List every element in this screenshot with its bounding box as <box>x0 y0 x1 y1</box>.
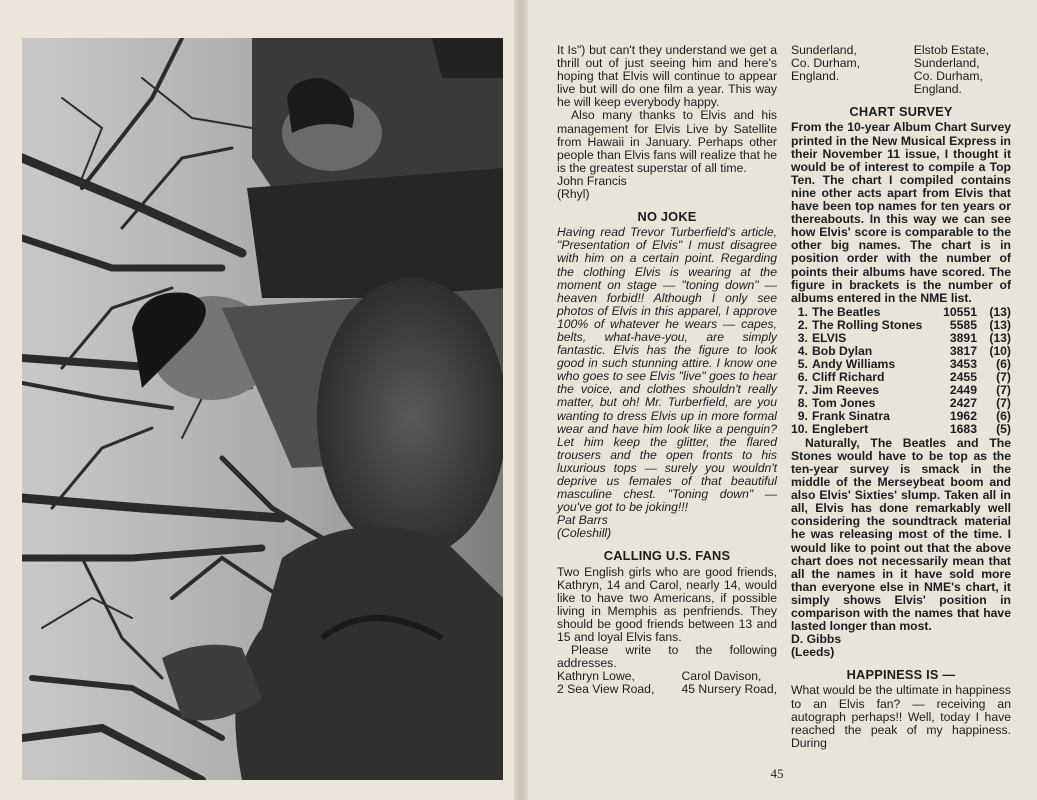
chart-artist: ELVIS <box>811 330 847 345</box>
chart-row <box>791 423 1011 436</box>
chart-intro: From the 10-year Album Chart Survey printed in the New Musical Express in their November 11 issue, I thought it would be of interest to compile a Top Ten. The chart I compiled contains nine other acts apart from Elvis that have been top names for ten years or thereabouts. In this way we can see how Elvis' score is comparable to the other big names. The chart is in position order with the number of points their albums have scored. The figure in brackets is the number of albums entered in the NME list. <box>791 120 1011 305</box>
chart-points: 1683 <box>949 421 977 436</box>
address-carol <box>681 670 777 696</box>
chart-artist: Frank Sinatra <box>811 408 890 423</box>
band-photo-image <box>22 38 503 780</box>
fans-paragraph: Please write to the following addresses. <box>557 643 777 671</box>
address-kathryn-cont <box>791 44 860 96</box>
chart-row <box>791 332 1011 345</box>
chart-albums: (5) <box>996 421 1011 436</box>
chart-albums: (7) <box>996 369 1011 384</box>
chart-row <box>791 306 1011 319</box>
chart-row <box>791 397 1011 410</box>
chart-points: 5585 <box>949 317 977 332</box>
chart-artist: Englebert <box>811 421 869 436</box>
page-gutter <box>514 0 528 800</box>
chart-row <box>791 345 1011 358</box>
chart-row <box>791 371 1011 384</box>
band-photo <box>22 38 503 780</box>
signature-place: (Rhyl) <box>557 187 590 202</box>
chart-rank: 8. <box>797 395 808 410</box>
chart-artist: Tom Jones <box>811 395 876 410</box>
chart-artist: Bob Dylan <box>811 343 873 358</box>
chart-albums: (6) <box>996 356 1011 371</box>
signature-name: Pat Barrs <box>557 513 608 528</box>
chart-rank: 3. <box>797 330 808 345</box>
address-line: Co. Durham, <box>913 69 983 84</box>
section-heading-calling-us-fans: CALLING U.S. FANS <box>603 548 731 564</box>
signature-name: D. Gibbs <box>791 632 842 647</box>
chart-row <box>791 319 1011 332</box>
chart-rank: 7. <box>797 382 808 397</box>
chart-commentary: Naturally, The Beatles and The Stones would have to be top as the ten-year survey is smack in the middle of the Merseybeat boom and also Elvis' Sixties' slump. Taken all in all, Elvis has done remarkably well considering the soundtrack material he was releasing most of the time. I would like to point out that the above chart does not necessarily mean that all the names in it have sold more than everyone else in NME's chart, it simply shows Elvis' position in comparison with the names that have lasted longer than most. <box>791 435 1011 634</box>
chart-albums: (7) <box>996 382 1011 397</box>
chart-rank: 1. <box>797 304 808 319</box>
chart-row <box>791 384 1011 397</box>
album-chart-table <box>791 306 1011 436</box>
chart-points: 2455 <box>949 369 977 384</box>
chart-albums: (13) <box>989 304 1011 319</box>
chart-rank: 5. <box>797 356 808 371</box>
address-line: Elstob Estate, <box>913 43 989 57</box>
chart-points: 3891 <box>949 330 977 345</box>
chart-albums: (7) <box>996 395 1011 410</box>
left-text-column <box>557 44 777 697</box>
address-line: England. <box>791 69 840 84</box>
address-line: Sunderland, <box>913 56 980 71</box>
chart-points: 3817 <box>949 343 977 358</box>
chart-rank: 2. <box>797 317 808 332</box>
address-line: 2 Sea View Road, <box>557 682 655 697</box>
address-kathryn <box>557 670 654 696</box>
chart-albums: (13) <box>989 317 1011 332</box>
chart-rank: 6. <box>797 369 808 384</box>
address-line: Sunderland, <box>791 43 857 57</box>
section-heading-chart-survey: CHART SURVEY <box>849 104 953 120</box>
fans-paragraph: Two English girls who are good friends, Kathryn, 14 and Carol, nearly 14, would like to have two Americans, if possible living in Memphis as penfriends. They should be good friends between 13 and 15 and loyal Elvis fans. <box>557 564 777 645</box>
address-row <box>557 670 777 696</box>
chart-points: 10551 <box>943 304 977 319</box>
chart-row <box>791 358 1011 371</box>
chart-albums: (13) <box>989 330 1011 345</box>
address-line: 45 Nursery Road, <box>681 682 777 697</box>
address-line: Co. Durham, <box>791 56 861 71</box>
chart-artist: The Beatles <box>811 304 881 319</box>
signature-name: John Francis <box>557 173 627 188</box>
letter-paragraph: Also many thanks to Elvis and his management for Elvis Live by Satellite from Hawaii in January. Perhaps other people than Elvis fans will realize that he is the greatest superstar of all time. <box>557 108 777 175</box>
signature-place: (Leeds) <box>791 645 835 660</box>
chart-artist: Cliff Richard <box>811 369 885 384</box>
no-joke-letter: Having read Trevor Turberfield's article, "Presentation of Elvis" I must disagree with him on a certain point. Regarding the clothing Elvis is wearing at the moment on stage — "toning down" — heaven forbid!! Although I only see photos of Elvis in this apparel, I approve 100% of whatever he wears — capes, belts, what-have-you, are simply fantastic. Elvis has the figure to look good in such stunning attire. I know one who goes to see Elvis "live" goes to hear the voice, and clothes shouldn't really matter, but oh! Mr. Turberfield, are you wanting to dress Elvis up in more formal wear and have him look like a penguin? Let him keep the glitter, the flared trousers and the open fronts to his luxurious tops — surely you wouldn't deprive us females of that beautiful masculine chest. "Toning down" — you've got to be joking!!! <box>557 225 777 515</box>
chart-row <box>791 410 1011 423</box>
chart-rank: 9. <box>797 408 808 423</box>
page-number: 45 <box>770 766 784 781</box>
right-text-column <box>791 44 1011 750</box>
chart-points: 1962 <box>949 408 977 423</box>
chart-rank: 4. <box>797 343 808 358</box>
address-row <box>791 44 1011 96</box>
section-heading-happiness: HAPPINESS IS — <box>846 667 956 683</box>
chart-points: 3453 <box>949 356 977 371</box>
address-carol-cont <box>914 44 989 96</box>
chart-points: 2449 <box>949 382 977 397</box>
happiness-paragraph: What would be the ultimate in happiness to an Elvis fan? — receiving an autograph perhaps!! Well, today I have reached the peak of my happiness. During <box>791 683 1011 750</box>
chart-rank: 10. <box>791 421 808 436</box>
letter-continuation: It Is") but can't they understand we get a thrill out of just seeing him and here's hoping that Elvis will continue to appear live but will do one film a year. This way he will keep everybody happy. <box>557 43 777 110</box>
chart-albums: (6) <box>996 408 1011 423</box>
chart-artist: Jim Reeves <box>811 382 880 397</box>
section-heading-no-joke: NO JOKE <box>637 209 697 225</box>
address-line: Kathryn Lowe, <box>557 669 635 684</box>
chart-albums: (10) <box>989 343 1011 358</box>
chart-points: 2427 <box>949 395 977 410</box>
address-line: Carol Davison, <box>681 669 762 684</box>
chart-artist: The Rolling Stones <box>811 317 923 332</box>
signature-place: (Coleshill) <box>557 526 612 541</box>
chart-artist: Andy Williams <box>811 356 896 371</box>
address-line: England. <box>913 82 962 97</box>
